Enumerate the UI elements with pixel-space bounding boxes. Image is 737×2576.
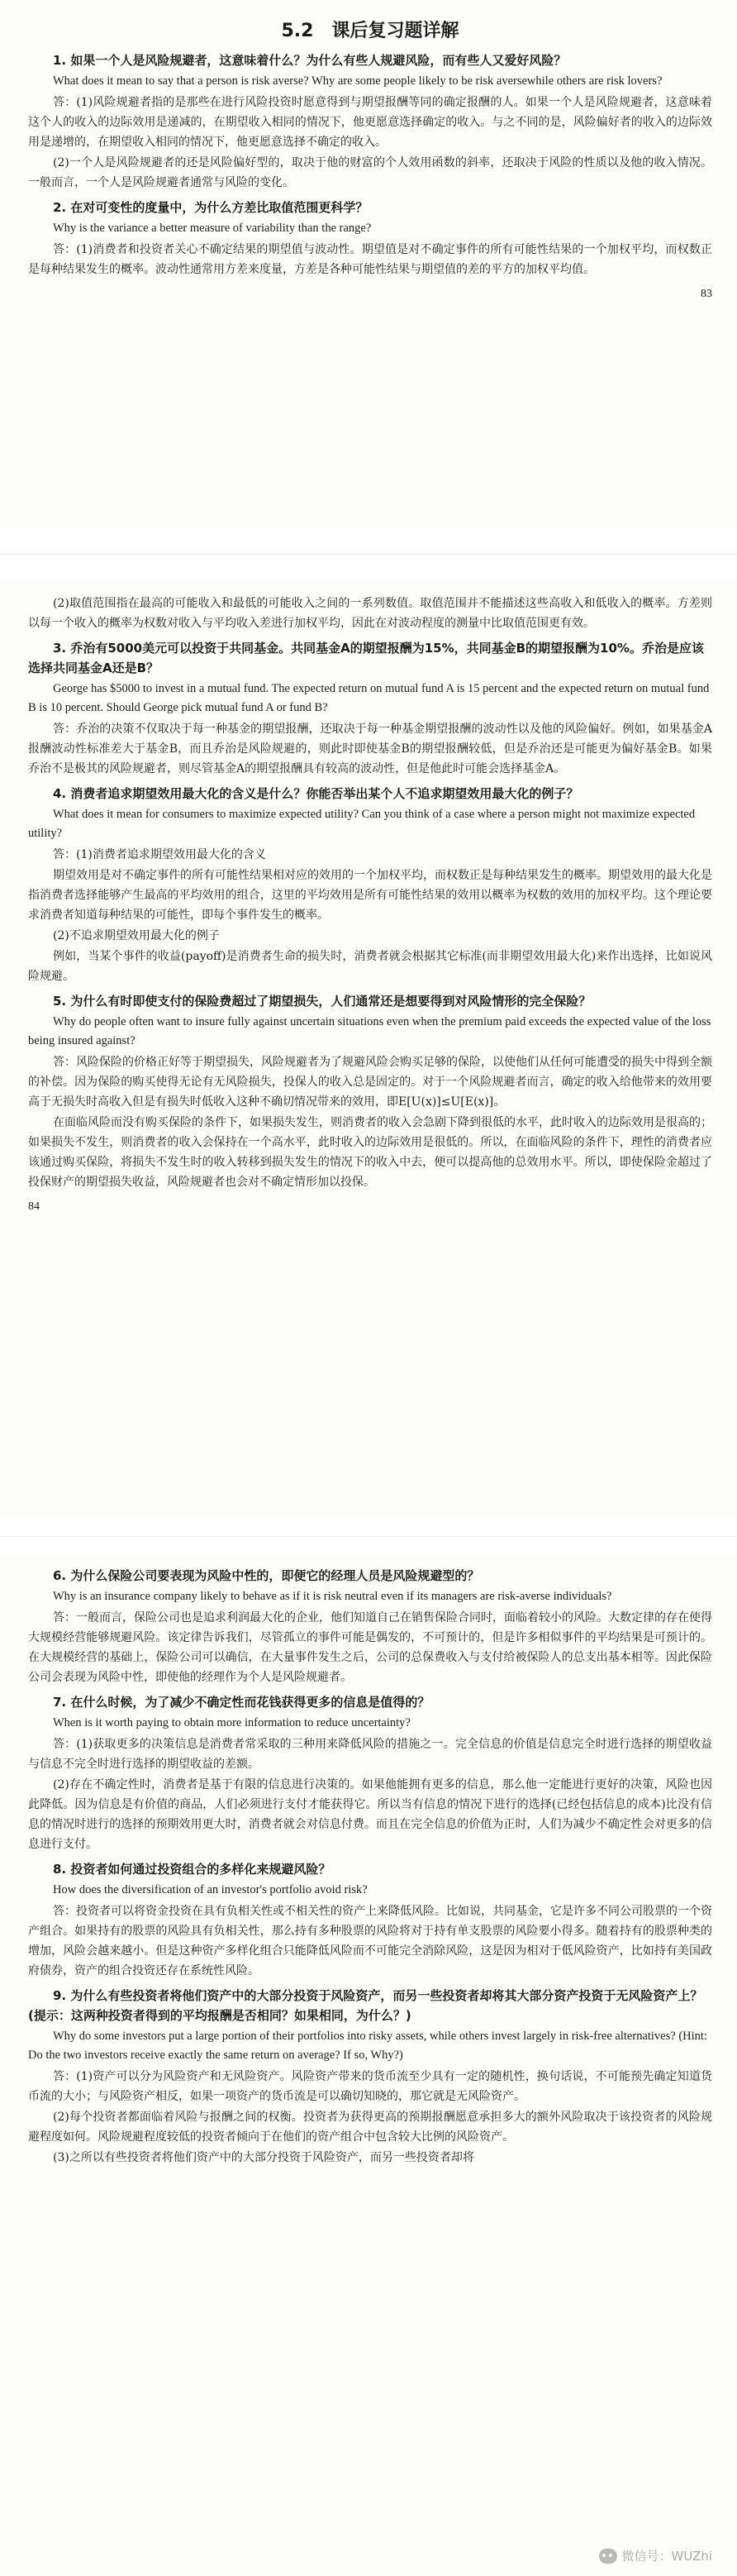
question-4-en: What does it mean for consumers to maximize expected utility? Can you think of a case where a person might not maximize expected utility? [28,808,696,840]
question-1-en: What does it mean to say that a person is risk averse? Why are some people likely to be risk aversewhile others are risk lovers? [53,74,663,88]
question-7-en: When is it worth paying to obtain more information to reduce uncertainty? [53,1716,411,1729]
question-9-en: Why do some investors put a large portion of their portfolios into risky assets, while others invest largely in risk-free alternatives? (Hint: Do the two investors receive exactly the same return on average? If so, Why?) [28,2030,707,2062]
question-2-zh: 2. 在对可变性的度量中，为什么方差比取值范围更科学？ [53,200,368,215]
book-page-83 [0,0,737,529]
answer-5-part-1: 答：风险保险的价格正好等于期望损失，风险规避者为了规避风险会购买足够的保险，以使他们从任何可能遭受的损失中得到全额的补偿。因为保险的购买使得无论有无风险损失，投保人的收入总是固定的。对于一个风险规避者而言，确定的收入给他带来的效用要高于无损失时高收入但是有损失时低收入这种不确切情况带来的效用，即E[U(x)]≤U[E(x)]。 [28,1056,712,1109]
answer-2-part-2: (2)取值范围指在最高的可能收入和最低的可能收入之间的一系列数值。取值范围并不能描述这些高收入和低收入的概率。方差则以每一个收入的概率为权数对收入与平均收入差进行加权平均，因此在对波动程度的测量中比取值范围更有效。 [28,597,712,630]
watermark [599,2547,713,2564]
answer-9-part-3: (3)之所以有些投资者将他们资产中的大部分投资于风险资产，而另一些投资者却将 [53,2151,474,2164]
question-2-en: Why is the variance a better measure of variability than the range? [53,222,372,235]
answer-1-part-2: (2)一个人是风险规避者的还是风险偏好型的，取决于他的财富的个人效用函数的斜率，还取决于风险的性质以及他的收入情况。一般而言，一个人是风险规避者通常与风险的变化。 [28,156,712,189]
answer-5-part-2: 在面临风险而没有购买保险的条件下，如果损失发生，则消费者的收入会急剧下降到很低的水平，此时收入的边际效用是很高的；如果损失不发生，则消费者的收入会保持在一个高水平，此时收入的边际效用是很低的。所以，在面临风险的条件下，理性的消费者应该通过购买保险，将损失不发生时的收入转移到损失发生的情况下的收入中去，便可以提高他的总效用水平。所以，即使保险金超过了投保财产的期望损失收益，风险规避者也会对不确定情形加以投保。 [28,1116,712,1189]
answer-4-part-3: (2)不追求期望效用最大化的例子 [53,929,220,942]
question-4-zh: 4. 消费者追求期望效用最大化的含义是什么？你能否举出某个人不追求期望效用最大化的例子？ [53,786,579,801]
answer-9-part-1: 答：(1)资产可以分为风险资产和无风险资产。风险资产带来的货币流至少具有一定的随机性，换句话说，不可能预先确定知道货币流的大小；与风险资产相反，如果一项资产的货币流是可以确切知晓的，那它就是无风险资产。 [28,2070,712,2103]
book-page-85 [0,1554,737,2576]
answer-4-part-2: 期望效用是对不确定事件的所有可能性结果相对应的效用的一个加权平均，而权数正是每种结果发生的概率。期望效用的最大化是指消费者选择能够产生最高的平均效用的组合，这里的平均效用是所有可能性结果的效用以概率为权数的效用的加权平均。这个理论要求消费者知道每种结果的可能性，即每个事件发生的概率。 [28,869,712,922]
question-5-zh: 5. 为什么有时即使支付的保险费超过了期望损失，人们通常还是想要得到对风险情形的完全保险？ [53,994,592,1009]
question-5-en: Why do people often want to insure fully against uncertain situations even when the premium paid exceeds the expected value of the loss being insured against? [28,1015,711,1047]
answer-8: 答：投资者可以将资金投资在具有负相关性或不相关性的资产上来降低风险。比如说，共同基金，它是许多不同公司股票的一个资产组合。如果持有的股票的风险具有负相关性，那么持有多种股票的风险将对于持有单支股票的风险要小得多。随着持有的股票种类的增加，风险会越来越小。但是这种资产多样化组合只能降低风险而不可能完全消除风险，这是因为相对于低风险资产，比如持有美国政府债券，资产的组合投资还存在系统性风险。 [28,1905,712,1977]
wechat-icon [599,2549,617,2564]
question-9-zh: 9. 为什么有些投资者将他们资产中的大部分投资于风险资产，而另一些投资者却将其大部分资产投资于无风险资产上？(提示：这两种投资者得到的平均报酬是否相同？如果相同，为什么？) [28,1988,703,2023]
page-separator [0,1536,737,1537]
answer-7-part-2: (2)存在不确定性时，消费者是基于有限的信息进行决策的。如果他能拥有更多的信息，那么他一定能进行更好的决策，风险也因此降低。因为信息是有价值的商品，人们必须进行支付才能获得它。所以当有信息的情况下进行的选择(已经包括信息的成本)比没有信息的情况时进行的选择的预期效用更大时，消费者就会对信息付费。而且在完全信息的价值为正时，人们为减少不确定性会对更多的信息进行支付。 [28,1778,712,1851]
answer-1-part-1: 答：(1)风险规避者指的是那些在进行风险投资时愿意得到与期望报酬等同的确定报酬的人。如果一个人是风险规避者，这意味着这个人的收入的边际效用是递减的，在期望收入相同的情况下，他更愿意选择确定的收入。与之不同的是，风险偏好者的收入的边际效用是递增的，在期望收入相同的情况下，他更愿意选择不确定的收入。 [28,96,712,149]
page-separator [0,554,737,555]
question-6-en: Why is an insurance company likely to behave as if it is risk neutral even if its managers are risk-averse individuals? [53,1590,612,1603]
answer-7-part-1: 答：(1)获取更多的决策信息是消费者常采取的三种用来降低风险的措施之一。完全信息的价值是信息完全时进行选择的期望收益与信息不完全时进行选择的期望收益的差额。 [28,1738,712,1771]
answer-9-part-2: (2)每个投资者都面临着风险与报酬之间的权衡。投资者为获得更高的预期报酬愿意承担多大的额外风险取决于该投资者的风险规避程度如何。风险规避程度较低的投资者倾向于在他们的资产组合中包含较大比例的风险资产。 [28,2111,712,2144]
question-1-zh: 1. 如果一个人是风险规避者，这意味着什么？为什么有些人规避风险，而有些人又爱好风险？ [53,53,567,68]
page-number: 83 [701,288,712,300]
question-3-zh: 3. 乔治有5000美元可以投资于共同基金。共同基金A的期望报酬为15%，共同基金B的期望报酬为10%。乔治是应该选择共同基金A还是B？ [28,641,704,675]
page-number: 84 [28,1200,40,1213]
section-title: 5.2 课后复习题详解 [281,21,459,41]
answer-4-part-1: 答：(1)消费者追求期望效用最大化的含义 [53,848,266,861]
question-3-en: George has $5000 to invest in a mutual fund. The expected return on mutual fund A is 15 percent and the expected return on mutual fund B is 10 percent. Should George pick mutual fund A or fund B? [28,682,710,714]
answer-6: 答：一般而言，保险公司也是追求利润最大化的企业，他们知道自己在销售保险合同时，面临着较小的风险。大数定律的存在使得大规模经营能够规避风险。该定律告诉我们，尽管孤立的事件可能是偶发的，不可预计的，但是许多相似事件的平均结果是可预计的。在大规模经营的基础上，保险公司可以确信，在大量事件发生之后，公司的总保费收入与支付给被保险人的总支出基本相等。因此保险公司会表现为风险中性，即使他的经理作为个人是风险规避者。 [28,1611,712,1684]
question-7-zh: 7. 在什么时候，为了减少不确定性而花钱获得更多的信息是值得的？ [53,1695,430,1710]
answer-3: 答：乔治的决策不仅取决于每一种基金的期望报酬，还取决于每一种基金期望报酬的波动性以及他的风险偏好。例如，如果基金A报酬波动性标准差大于基金B，而且乔治是风险规避的，则此时即使基金B的期望报酬较低，但是乔治还是可能更为偏好基金B。如果乔治不是极其的风险规避者，则尽管基金A的期望报酬具有较高的波动性，但是他此时可能会选择基金A。 [28,723,712,775]
watermark-text: 微信号：WUZhi [621,2549,712,2564]
question-6-zh: 6. 为什么保险公司要表现为风险中性的，即便它的经理人员是风险规避型的？ [53,1568,480,1583]
answer-4-part-4: 例如，当某个事件的收益(payoff)是消费者生命的损失时，消费者就会根据其它标准(而非期望效用最大化)来作出选择，比如说风险规避。 [28,950,712,983]
question-8-en: How does the diversification of an investor's portfolio avoid risk? [53,1883,368,1896]
answer-2-part-1: 答：(1)消费者和投资者关心不确定结果的期望值与波动性。期望值是对不确定事件的所有可能性结果的一个加权平均，而权数正是每种结果发生的概率。波动性通常用方差来度量，方差是各种可能性结果与期望值的差的平方的加权平均值。 [28,243,712,276]
question-8-zh: 8. 投资者如何通过投资组合的多样化来规避风险？ [53,1862,331,1877]
book-page-84 [0,579,737,1517]
